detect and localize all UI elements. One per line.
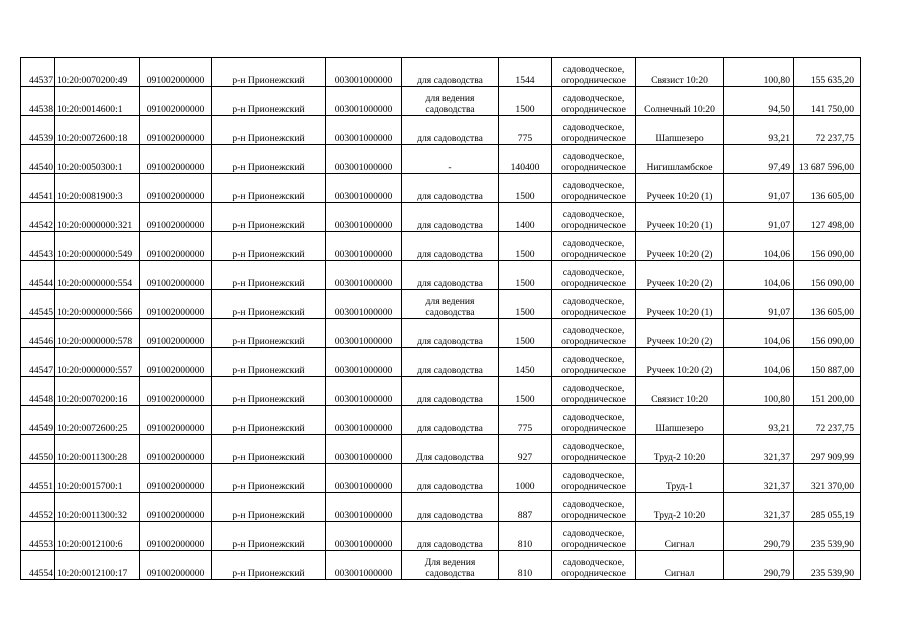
land-category: садоводческое, огородническое: [552, 232, 636, 261]
specific-value: 104,06: [724, 348, 794, 377]
permitted-use: для садоводства: [402, 261, 499, 290]
land-category: садоводческое, огородническое: [552, 87, 636, 116]
row-number: 44544: [21, 261, 55, 290]
specific-value: 104,06: [724, 319, 794, 348]
okato-code: 091002000000: [140, 174, 212, 203]
land-category: садоводческое, огородническое: [552, 377, 636, 406]
cadastral-value: 297 909,99: [794, 435, 861, 464]
permitted-use: для ведения садоводства: [402, 87, 499, 116]
specific-value: 321,37: [724, 493, 794, 522]
land-category: садоводческое, огородническое: [552, 522, 636, 551]
cadastral-value: 235 539,90: [794, 551, 861, 580]
cadastral-number: 10:20:0014600:1: [55, 87, 140, 116]
cadastral-number: 10:20:0050300:1: [55, 145, 140, 174]
classifier-code: 003001000000: [326, 377, 402, 406]
permitted-use: для садоводства: [402, 116, 499, 145]
permitted-use: -: [402, 145, 499, 174]
settlement-name: Ручеек 10:20 (2): [636, 232, 724, 261]
district: р-н Прионежский: [212, 551, 326, 580]
okato-code: 091002000000: [140, 290, 212, 319]
cadastral-number: 10:20:0072600:25: [55, 406, 140, 435]
cadastral-value: 141 750,00: [794, 87, 861, 116]
area: 1500: [499, 174, 552, 203]
cadastral-value: 155 635,20: [794, 58, 861, 87]
specific-value: 321,37: [724, 464, 794, 493]
table-row: [21, 232, 861, 261]
cadastral-value: 150 887,00: [794, 348, 861, 377]
permitted-use: для садоводства: [402, 406, 499, 435]
permitted-use: для садоводства: [402, 348, 499, 377]
specific-value: 91,07: [724, 203, 794, 232]
okato-code: 091002000000: [140, 348, 212, 377]
district: р-н Прионежский: [212, 319, 326, 348]
district: р-н Прионежский: [212, 348, 326, 377]
permitted-use: для садоводства: [402, 203, 499, 232]
district: р-н Прионежский: [212, 174, 326, 203]
cadastral-number: 10:20:0015700:1: [55, 464, 140, 493]
cadastral-value: 156 090,00: [794, 319, 861, 348]
row-number: 44541: [21, 174, 55, 203]
cadastral-number: 10:20:0070200:49: [55, 58, 140, 87]
okato-code: 091002000000: [140, 87, 212, 116]
district: р-н Прионежский: [212, 406, 326, 435]
settlement-name: Ручеек 10:20 (2): [636, 319, 724, 348]
classifier-code: 003001000000: [326, 406, 402, 435]
classifier-code: 003001000000: [326, 493, 402, 522]
land-category: садоводческое, огородническое: [552, 551, 636, 580]
table-row: [21, 203, 861, 232]
cadastral-value: 72 237,75: [794, 116, 861, 145]
settlement-name: Солнечный 10:20: [636, 87, 724, 116]
classifier-code: 003001000000: [326, 551, 402, 580]
cadastral-number: 10:20:0011300:32: [55, 493, 140, 522]
okato-code: 091002000000: [140, 406, 212, 435]
land-category: садоводческое, огородническое: [552, 174, 636, 203]
classifier-code: 003001000000: [326, 464, 402, 493]
okato-code: 091002000000: [140, 464, 212, 493]
specific-value: 94,50: [724, 87, 794, 116]
district: р-н Прионежский: [212, 203, 326, 232]
classifier-code: 003001000000: [326, 174, 402, 203]
area: 140400: [499, 145, 552, 174]
land-category: садоводческое, огородническое: [552, 319, 636, 348]
okato-code: 091002000000: [140, 377, 212, 406]
cadastral-number: 10:20:0000000:557: [55, 348, 140, 377]
okato-code: 091002000000: [140, 319, 212, 348]
table-row: [21, 174, 861, 203]
cadastral-number: 10:20:0000000:566: [55, 290, 140, 319]
specific-value: 91,07: [724, 290, 794, 319]
row-number: 44538: [21, 87, 55, 116]
cadastral-number: 10:20:0011300:28: [55, 435, 140, 464]
land-category: садоводческое, огородническое: [552, 58, 636, 87]
settlement-name: Связист 10:20: [636, 377, 724, 406]
permitted-use: для садоводства: [402, 377, 499, 406]
okato-code: 091002000000: [140, 232, 212, 261]
classifier-code: 003001000000: [326, 145, 402, 174]
land-category: садоводческое, огородническое: [552, 406, 636, 435]
okato-code: 091002000000: [140, 145, 212, 174]
settlement-name: Нигишламбское: [636, 145, 724, 174]
cadastral-number: 10:20:0070200:16: [55, 377, 140, 406]
row-number: 44549: [21, 406, 55, 435]
district: р-н Прионежский: [212, 522, 326, 551]
settlement-name: Труд-2 10:20: [636, 435, 724, 464]
row-number: 44554: [21, 551, 55, 580]
area: 1500: [499, 261, 552, 290]
row-number: 44545: [21, 290, 55, 319]
cadastral-value: 285 055,19: [794, 493, 861, 522]
cadastral-number: 10:20:0000000:554: [55, 261, 140, 290]
cadastral-number: 10:20:0012100:17: [55, 551, 140, 580]
permitted-use: для садоводства: [402, 58, 499, 87]
settlement-name: Труд-2 10:20: [636, 493, 724, 522]
table-row: [21, 522, 861, 551]
cadastral-value: 235 539,90: [794, 522, 861, 551]
cadastral-number: 10:20:0000000:578: [55, 319, 140, 348]
row-number: 44551: [21, 464, 55, 493]
area: 1500: [499, 290, 552, 319]
district: р-н Прионежский: [212, 493, 326, 522]
area: 810: [499, 551, 552, 580]
table-row: [21, 406, 861, 435]
cadastral-number: 10:20:0012100:6: [55, 522, 140, 551]
area: 1450: [499, 348, 552, 377]
area: 775: [499, 406, 552, 435]
row-number: 44547: [21, 348, 55, 377]
cadastral-value: 13 687 596,00: [794, 145, 861, 174]
classifier-code: 003001000000: [326, 290, 402, 319]
settlement-name: Шапшезеро: [636, 116, 724, 145]
permitted-use: для ведения садоводства: [402, 290, 499, 319]
land-category: садоводческое, огородническое: [552, 261, 636, 290]
okato-code: 091002000000: [140, 522, 212, 551]
cadastral-value: 321 370,00: [794, 464, 861, 493]
area: 775: [499, 116, 552, 145]
district: р-н Прионежский: [212, 435, 326, 464]
specific-value: 93,21: [724, 116, 794, 145]
specific-value: 91,07: [724, 174, 794, 203]
district: р-н Прионежский: [212, 261, 326, 290]
classifier-code: 003001000000: [326, 232, 402, 261]
okato-code: 091002000000: [140, 493, 212, 522]
classifier-code: 003001000000: [326, 116, 402, 145]
row-number: 44543: [21, 232, 55, 261]
specific-value: 97,49: [724, 145, 794, 174]
area: 887: [499, 493, 552, 522]
land-register-table: [20, 57, 861, 580]
district: р-н Прионежский: [212, 464, 326, 493]
district: р-н Прионежский: [212, 377, 326, 406]
area: 1500: [499, 87, 552, 116]
cadastral-value: 156 090,00: [794, 232, 861, 261]
permitted-use: для садоводства: [402, 493, 499, 522]
okato-code: 091002000000: [140, 203, 212, 232]
table-row: [21, 116, 861, 145]
cadastral-value: 156 090,00: [794, 261, 861, 290]
table-row: [21, 145, 861, 174]
settlement-name: Ручеек 10:20 (2): [636, 261, 724, 290]
table-row: [21, 464, 861, 493]
row-number: 44540: [21, 145, 55, 174]
okato-code: 091002000000: [140, 58, 212, 87]
area: 1544: [499, 58, 552, 87]
permitted-use: для садоводства: [402, 522, 499, 551]
classifier-code: 003001000000: [326, 435, 402, 464]
classifier-code: 003001000000: [326, 522, 402, 551]
settlement-name: Труд-1: [636, 464, 724, 493]
settlement-name: Ручеек 10:20 (2): [636, 348, 724, 377]
cadastral-number: 10:20:0000000:549: [55, 232, 140, 261]
row-number: 44542: [21, 203, 55, 232]
specific-value: 290,79: [724, 551, 794, 580]
table-row: [21, 348, 861, 377]
settlement-name: Связист 10:20: [636, 58, 724, 87]
table-row: [21, 377, 861, 406]
row-number: 44546: [21, 319, 55, 348]
land-category: садоводческое, огородническое: [552, 493, 636, 522]
specific-value: 104,06: [724, 261, 794, 290]
specific-value: 290,79: [724, 522, 794, 551]
okato-code: 091002000000: [140, 116, 212, 145]
district: р-н Прионежский: [212, 232, 326, 261]
settlement-name: Ручеек 10:20 (1): [636, 203, 724, 232]
area: 927: [499, 435, 552, 464]
district: р-н Прионежский: [212, 290, 326, 319]
cadastral-value: 136 605,00: [794, 174, 861, 203]
area: 1500: [499, 377, 552, 406]
district: р-н Прионежский: [212, 87, 326, 116]
settlement-name: Сигнал: [636, 551, 724, 580]
area: 1500: [499, 319, 552, 348]
specific-value: 100,80: [724, 377, 794, 406]
table-row: [21, 290, 861, 319]
cadastral-value: 151 200,00: [794, 377, 861, 406]
cadastral-value: 136 605,00: [794, 290, 861, 319]
land-category: садоводческое, огородническое: [552, 464, 636, 493]
row-number: 44539: [21, 116, 55, 145]
classifier-code: 003001000000: [326, 58, 402, 87]
classifier-code: 003001000000: [326, 348, 402, 377]
land-category: садоводческое, огородническое: [552, 203, 636, 232]
cadastral-value: 72 237,75: [794, 406, 861, 435]
table-body: [21, 58, 861, 580]
permitted-use: для садоводства: [402, 319, 499, 348]
district: р-н Прионежский: [212, 116, 326, 145]
district: р-н Прионежский: [212, 145, 326, 174]
cadastral-number: 10:20:0000000:321: [55, 203, 140, 232]
classifier-code: 003001000000: [326, 261, 402, 290]
table-row: [21, 87, 861, 116]
row-number: 44553: [21, 522, 55, 551]
area: 1400: [499, 203, 552, 232]
specific-value: 321,37: [724, 435, 794, 464]
permitted-use: для садоводства: [402, 464, 499, 493]
cadastral-value: 127 498,00: [794, 203, 861, 232]
specific-value: 104,06: [724, 232, 794, 261]
table-row: [21, 435, 861, 464]
row-number: 44537: [21, 58, 55, 87]
cadastral-number: 10:20:0081900:3: [55, 174, 140, 203]
okato-code: 091002000000: [140, 261, 212, 290]
settlement-name: Сигнал: [636, 522, 724, 551]
land-category: садоводческое, огородническое: [552, 348, 636, 377]
okato-code: 091002000000: [140, 551, 212, 580]
permitted-use: Для ведения садоводства: [402, 551, 499, 580]
permitted-use: Для садоводства: [402, 435, 499, 464]
table-row: [21, 551, 861, 580]
cadastral-number: 10:20:0072600:18: [55, 116, 140, 145]
row-number: 44552: [21, 493, 55, 522]
permitted-use: для садоводства: [402, 232, 499, 261]
classifier-code: 003001000000: [326, 203, 402, 232]
land-category: садоводческое, огородническое: [552, 435, 636, 464]
classifier-code: 003001000000: [326, 319, 402, 348]
district: р-н Прионежский: [212, 58, 326, 87]
table-row: [21, 319, 861, 348]
area: 810: [499, 522, 552, 551]
permitted-use: для садоводства: [402, 174, 499, 203]
row-number: 44550: [21, 435, 55, 464]
area: 1500: [499, 232, 552, 261]
area: 1000: [499, 464, 552, 493]
okato-code: 091002000000: [140, 435, 212, 464]
table-row: [21, 58, 861, 87]
specific-value: 93,21: [724, 406, 794, 435]
land-category: садоводческое, огородническое: [552, 116, 636, 145]
table-row: [21, 493, 861, 522]
settlement-name: Ручеек 10:20 (1): [636, 174, 724, 203]
settlement-name: Ручеек 10:20 (1): [636, 290, 724, 319]
specific-value: 100,80: [724, 58, 794, 87]
land-category: садоводческое, огородническое: [552, 145, 636, 174]
settlement-name: Шапшезеро: [636, 406, 724, 435]
classifier-code: 003001000000: [326, 87, 402, 116]
row-number: 44548: [21, 377, 55, 406]
table-row: [21, 261, 861, 290]
land-category: садоводческое, огородническое: [552, 290, 636, 319]
